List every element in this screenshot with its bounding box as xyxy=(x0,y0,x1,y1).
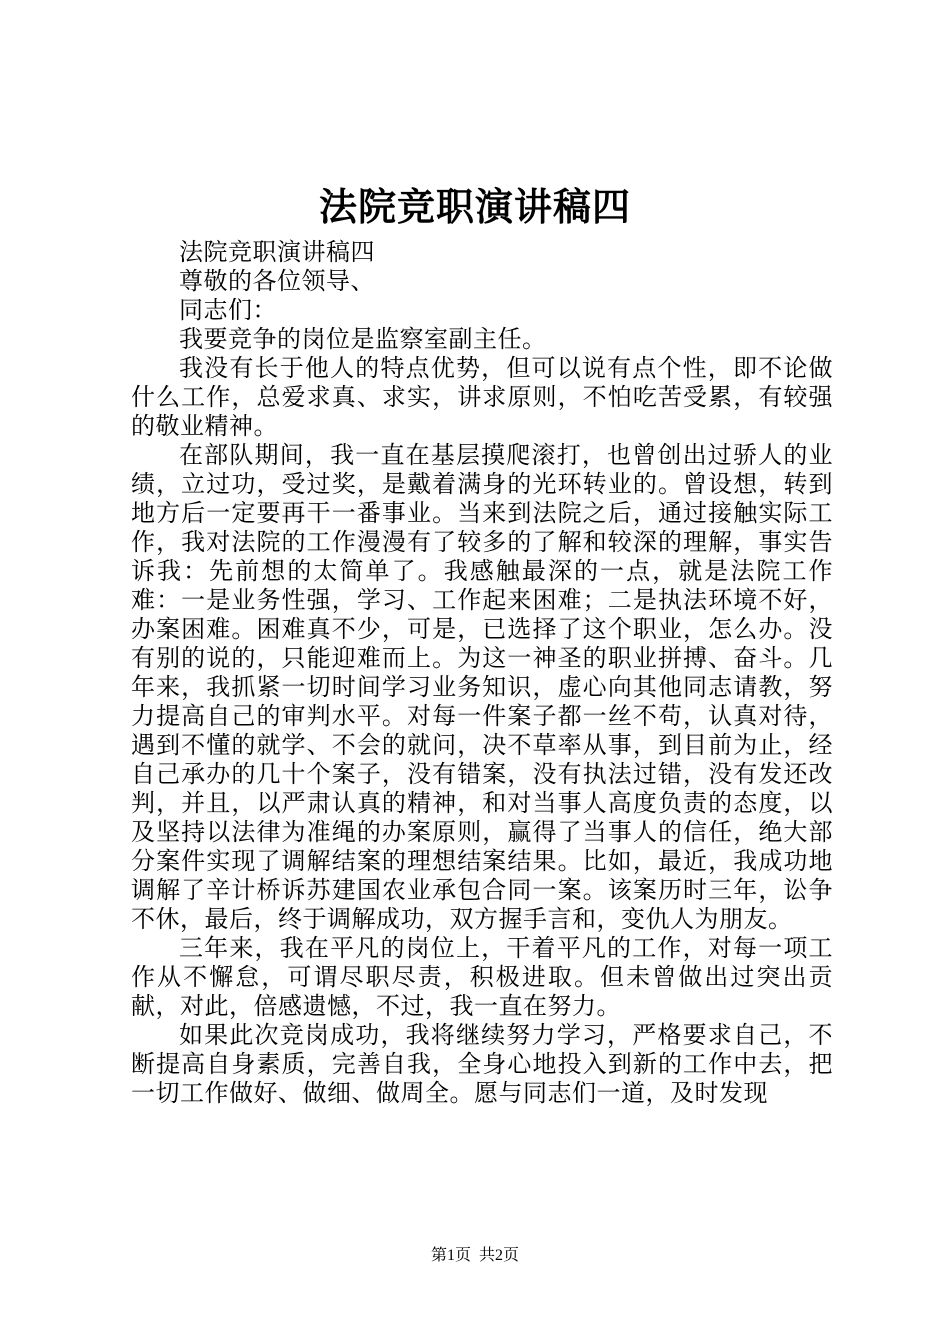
page-footer xyxy=(0,1246,950,1266)
paragraph-salutation-2: 同志们： xyxy=(179,296,277,324)
paragraph-position: 我要竞争的岗位是监察室副主任。 xyxy=(179,325,547,353)
page-number-label: 第1页 共2页 xyxy=(430,1247,519,1264)
paragraph-three-years: 三年来，我在平凡的岗位上，干着平凡的工作，对每一项工作从不懈怠，可谓尽职尽责，积极进取。但未曾做出过突出贡献，对此，倍感遗憾，不过，我一直在努力。 xyxy=(131,934,833,1020)
paragraph-salutation-1: 尊敬的各位领导、 xyxy=(179,267,375,295)
document-title: 法院竞职演讲稿四 xyxy=(318,184,631,229)
document-body xyxy=(131,238,833,1108)
paragraph-heading-repeat: 法院竞职演讲稿四 xyxy=(179,238,375,266)
paragraph-experience: 在部队期间，我一直在基层摸爬滚打，也曾创出过骄人的业绩，立过功，受过奖，是戴着满身的光环转业的。曾设想，转到地方后一定要再干一番事业。当来到法院之后，通过接触实际工作，我对法院的工作漫漫有了较多的了解和较深的理解，事实告诉我：先前想的太简单了。我感触最深的一点，就是法院工作难：一是业务性强，学习、工作起来困难；二是执法环境不好，办案困难。困难真不少，可是，已选择了这个职业，怎么办。没有别的说的，只能迎难而上。为这一神圣的职业拼搏、奋斗。几年来，我抓紧一切时间学习业务知识，虚心向其他同志请教，努力提高自己的审判水平。对每一件案子都一丝不苟，认真对待，遇到不懂的就学、不会的就问，决不草率从事，到目前为止，经自己承办的几十个案子，没有错案，没有执法过错，没有发还改判，并且，以严肃认真的精神，和对当事人高度负责的态度，以及坚持以法律为准绳的办案原则，赢得了当事人的信任，绝大部分案件实现了调解结案的理想结案结果。比如，最近，我成功地调解了辛计桥诉苏建国农业承包合同一案。该案历时三年，讼争不休，最后，终于调解成功，双方握手言和，变仇人为朋友。 xyxy=(131,441,833,933)
paragraph-commitment: 如果此次竞岗成功，我将继续努力学习，严格要求自己，不断提高自身素质，完善自我，全身心地投入到新的工作中去，把一切工作做好、做细、做周全。愿与同志们一道，及时发现 xyxy=(131,1021,833,1107)
paragraph-personality: 我没有长于他人的特点优势，但可以说有点个性，即不论做什么工作，总爱求真、求实，讲求原则，不怕吃苦受累，有较强的敬业精神。 xyxy=(131,354,833,440)
